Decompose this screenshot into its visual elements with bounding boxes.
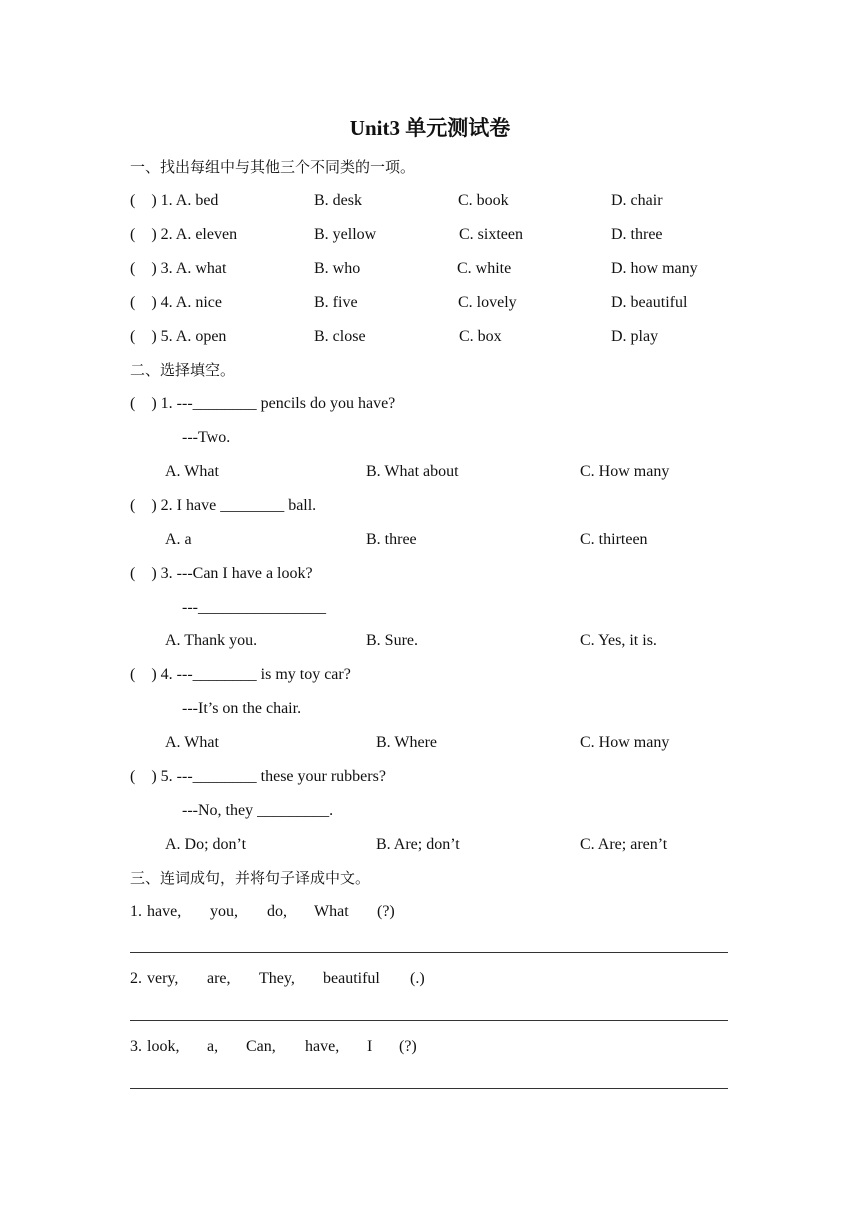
part1-q1-option-c: C. book [458,192,509,209]
answer-line [130,1020,728,1021]
part2-q3-stem: ( ) 3. ---Can I have a look? [130,565,313,582]
section-heading-2: 二、选择填空。 [130,361,236,379]
part2-q5-option-c: C. Are; aren’t [580,836,668,853]
part2-q2-option-a: A. a [165,531,192,548]
scrambled-word: have, [147,903,182,920]
part2-q5-reply: ---No, they _________. [182,802,334,819]
scrambled-word: I [367,1038,373,1055]
part2-q2-stem: ( ) 2. I have ________ ball. [130,497,317,514]
part1-q5-option-d: D. play [611,328,659,345]
scrambled-word: are, [207,970,231,987]
part1-q2-option-c: C. sixteen [459,226,523,243]
part1-q3-stem: ( ) 3. A. what [130,260,227,277]
part3-item-number: 2. [130,970,142,987]
scrambled-word: What [314,903,349,920]
part1-q1-option-d: D. chair [611,192,663,209]
part2-q4-stem: ( ) 4. ---________ is my toy car? [130,666,351,683]
section-heading-1: 一、找出每组中与其他三个不同类的一项。 [130,158,416,176]
part2-q1-option-a: A. What [165,463,219,480]
part2-q1-option-c: C. How many [580,463,670,480]
part1-q5-option-b: B. close [314,328,366,345]
part1-q3-option-b: B. who [314,260,361,277]
scrambled-word: have, [305,1038,340,1055]
part1-q2-option-d: D. three [611,226,663,243]
part2-q1-stem: ( ) 1. ---________ pencils do you have? [130,395,396,412]
part2-q3-option-b: B. Sure. [366,632,418,649]
part3-item-number: 3. [130,1038,142,1055]
part2-q5-stem: ( ) 5. ---________ these your rubbers? [130,768,386,785]
scrambled-word: a, [207,1038,219,1055]
part1-q4-option-c: C. lovely [458,294,517,311]
part2-q3-option-a: A. Thank you. [165,632,258,649]
part2-q3-reply: ---________________ [182,599,326,616]
part2-q2-option-b: B. three [366,531,417,548]
part2-q4-option-c: C. How many [580,734,670,751]
page-title: Unit3 单元测试卷 [349,116,511,140]
scrambled-word: They, [259,970,295,987]
part2-q3-option-c: C. Yes, it is. [580,632,657,649]
part1-q2-stem: ( ) 2. A. eleven [130,226,238,243]
part2-q4-option-b: B. Where [376,734,438,751]
part1-q3-option-c: C. white [457,260,512,277]
part1-q4-option-b: B. five [314,294,358,311]
answer-line [130,1088,728,1089]
scrambled-word: Can, [246,1038,276,1055]
part1-q1-option-b: B. desk [314,192,362,209]
part2-q1-reply: ---Two. [182,429,231,446]
part1-q5-option-c: C. box [459,328,502,345]
part3-item-number: 1. [130,903,142,920]
part2-q1-option-b: B. What about [366,463,459,480]
part1-q5-stem: ( ) 5. A. open [130,328,227,345]
scrambled-word: (?) [399,1038,417,1055]
scrambled-word: (.) [410,970,425,987]
scrambled-word: do, [267,903,287,920]
part1-q2-option-b: B. yellow [314,226,377,243]
section-heading-3: 三、连词成句，并将句子译成中文。 [130,869,371,887]
scrambled-word: beautiful [323,970,380,987]
scrambled-word: look, [147,1038,180,1055]
part2-q5-option-a: A. Do; don’t [165,836,247,853]
part1-q3-option-d: D. how many [611,260,698,277]
scrambled-word: you, [210,903,238,920]
scrambled-word: (?) [377,903,395,920]
scrambled-word: very, [147,970,179,987]
answer-line [130,952,728,953]
part1-q4-option-d: D. beautiful [611,294,688,311]
part2-q4-reply: ---It’s on the chair. [182,700,302,717]
part2-q2-option-c: C. thirteen [580,531,648,548]
part2-q4-option-a: A. What [165,734,219,751]
part1-q1-stem: ( ) 1. A. bed [130,192,219,209]
part2-q5-option-b: B. Are; don’t [376,836,460,853]
part1-q4-stem: ( ) 4. A. nice [130,294,222,311]
